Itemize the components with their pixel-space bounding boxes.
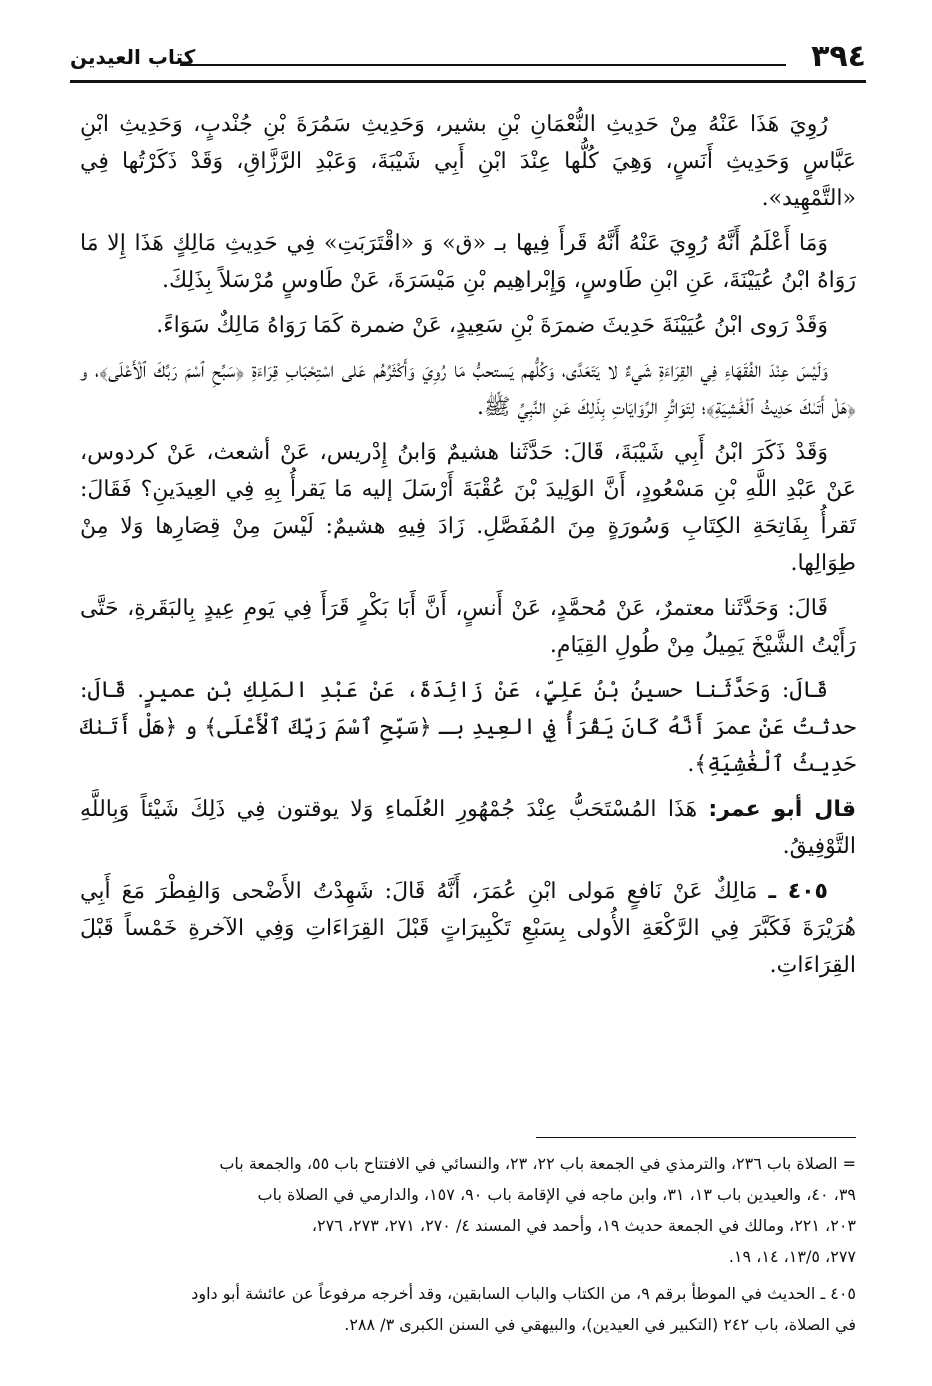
hadith-text: مَالِكٌ عَنْ نَافعٍ مَولى ابْنِ عُمَرَ، أَنَّهُ قَالَ: شَهِدْتُ الأَضْحى وَالفِطْرَ مَعَ أَبِي هُرَيْرَةَ فَكَبَّرَ فِي الرَّكْعَةِ الأُولى بِسَبْعِ تَكْبِيرَاتٍ قَبْلَ القِرَاءَاتِ وَفِي الآخرةِ خَمْساً قَبْلَ القِرَاءَاتِ. (80, 879, 856, 978)
footnote-line: = الصلاة باب ٢٣٦، والترمذي في الجمعة باب ٢٢، ٢٣، والنسائي في الافتتاح باب ٥٥، والجمعة باب (219, 1154, 856, 1173)
footnote-line: ٣٩، ٤٠، والعيدين باب ١٣، ٣١، وابن ماجه في الإقامة باب ٩٠، ١٥٧، والدارمي في الصلاة باب (257, 1185, 856, 1204)
paragraph: وَمَا أَعْلَمُ أَنَّهُ رُوِيَ عَنْهُ أَنَّهُ قَرأَ فِيها بـ «ق» وَ «اقْتَرَبَتِ» فِي حَدِيثِ مَالِكٍ هَذَا إِلا مَا رَوَاهُ ابْنُ عُيَيْنَةَ، عَنِ ابْنِ طَاوسٍ، وَإِبْراهِيم بْنِ مَيْسَرَةَ، عَنْ طَاوسٍ مُرْسَلاً بِذَلِكَ. (80, 231, 856, 293)
paragraph-text: هَذَا المُسْتَحَبُّ عِنْدَ جُمْهُورِ العُلَماءِ وَلا يوقتون فِي ذَلِكَ شَيْئاً وَبِاللَّهِ التَّوْفِيقُ. (80, 797, 856, 859)
page-number: ٣٩٤ (811, 39, 866, 74)
footnote-line: ٢٧٧، ١٣/٥، ١٤، ١٩. (728, 1247, 856, 1266)
speaker-label: قال أبو عمر: (708, 797, 856, 822)
paragraph: وَقَدْ رَوى ابْنُ عُيَيْنَةَ حَدِيثَ ضمرَةَ بْنِ سَعِيدٍ، عَنْ ضمرة كَمَا رَوَاهُ مَالِكٌ سَوَاءً. (156, 313, 828, 338)
footnote (80, 1148, 856, 1272)
footnote (80, 1278, 856, 1340)
hadith-number: ٤٠٥ ـ (768, 879, 828, 904)
paragraph: قَالَ: وَحَدَّثَنا معتمرٌ، عَنْ مُحمَّدٍ، عَنْ أَنسٍ، أَنَّ أَبَا بَكْرٍ قَرَأَ فِي يَومِ عِيدٍ بِالبَقَرةِ، حَتَّى رَأَيْتُ الشَّيْخَ يَمِيلُ مِنْ طُولِ القِيَامِ. (80, 596, 856, 658)
paragraph: وَلَيْسَ عِنْدَ الفُقَهَاءِ فِي القِرَاءَةِ شَيءٌ لا يَتَعَدَّى، وَكُلُّهم يَستحبُّ مَا رُوِيَ وَأَكْثَرُهُم عَلى اسْتِحْبَابِ قِرَاءَةِ ﴿سَبِّحِ ٱسْمَ رَبِّكَ ٱلْأَعْلَى﴾، و ﴿هَلْ أَتَىٰكَ حَدِيثُ ٱلْغَٰشِيَةِ﴾؛ لِتَوَاتُرِ الرِّوَايَاتِ بِذَلِكَ عَنِ النَّبِيِّ ﷺ. (80, 358, 856, 420)
hadith-entry (80, 873, 856, 984)
footnote-line: ٤٠٥ ـ الحديث في الموطأ برقم ٩، من الكتاب والباب السابقين، وقد أخرجه مرفوعاً عن عائشة أبو داود (191, 1284, 856, 1303)
footnote-divider (536, 1137, 856, 1138)
header-underline (70, 80, 866, 83)
paragraph: قَالَ: وَحَدَّثَنا حسينُ بْنُ عَلِيٍّ، عَنْ زَائِدَةَ، عَنْ عَبْدِ المَلِكِ بْنِ عميرٍ. قَالَ: حدثتُ عَنْ عمرَ أَنَّهُ كَانَ يَقْرَأُ فِي العِيدِ بـ ﴿سَبِّحِ ٱسْمَ رَبِّكَ ٱلْأَعْلَى﴾ و ﴿هَلْ أَتَىٰكَ حَدِيثُ ٱلْغَٰشِيَةِ﴾. (80, 678, 856, 777)
page-header (70, 40, 866, 80)
footnotes (80, 1148, 856, 1346)
running-title: كتاب العيدين (70, 45, 196, 69)
header-divider (180, 64, 786, 66)
main-text (80, 106, 856, 992)
footnote-line: ٢٠٣، ٢٢١، ومالك في الجمعة حديث ١٩، وأحمد في المسند ٤/ ٢٧٠، ٢٧١، ٢٧٣، ٢٧٦، (311, 1216, 856, 1235)
paragraph: رُوِيَ هَذَا عَنْهُ مِنْ حَدِيثِ النُّعْمَانِ بْنِ بشير، وَحَدِيثِ سَمُرَةَ بْنِ جُنْدبٍ، وَحَدِيثِ ابْنِ عَبَّاسٍ وَحَدِيثِ أَنَسٍ، وَهِيَ كُلُّها عِنْدَ ابْنِ أَبِي شَيْبَةَ، وَعَبْدِ الرَّزَّاقِ، وَقَدْ ذَكَرْتُها فِي «التَّمْهِيد». (80, 112, 856, 211)
footnote-line: في الصلاة، باب ٢٤٢ (التكبير في العيدين)، والبيهقي في السنن الكبرى ٣/ ٢٨٨. (344, 1315, 856, 1334)
paragraph: وَقَدْ ذَكَرَ ابْنُ أَبِي شَيْبَةَ، قَالَ: حَدَّثَنا هشيمٌ وَابنُ إِدْريس، عَنْ أشعث، عَنْ كردوس، عَنْ عَبْدِ اللَّهِ بْنِ مَسْعُودٍ، أَنَّ الوَلِيدَ بْنَ عُقْبَةَ أَرْسَلَ إليه مَا يَقرأُ بِهِ فِي العِيدَينِ؟ فَقَالَ: تَقرأُ بِفَاتِحَةِ الكِتَابِ وَسُورَةٍ مِنَ المُفَصَّلِ. زَادَ فِيهِ هشيمٌ: لَيْسَ مِنْ قِصَارِها وَلا مِنْ طِوَالِها. (80, 440, 856, 576)
paragraph (80, 791, 856, 865)
